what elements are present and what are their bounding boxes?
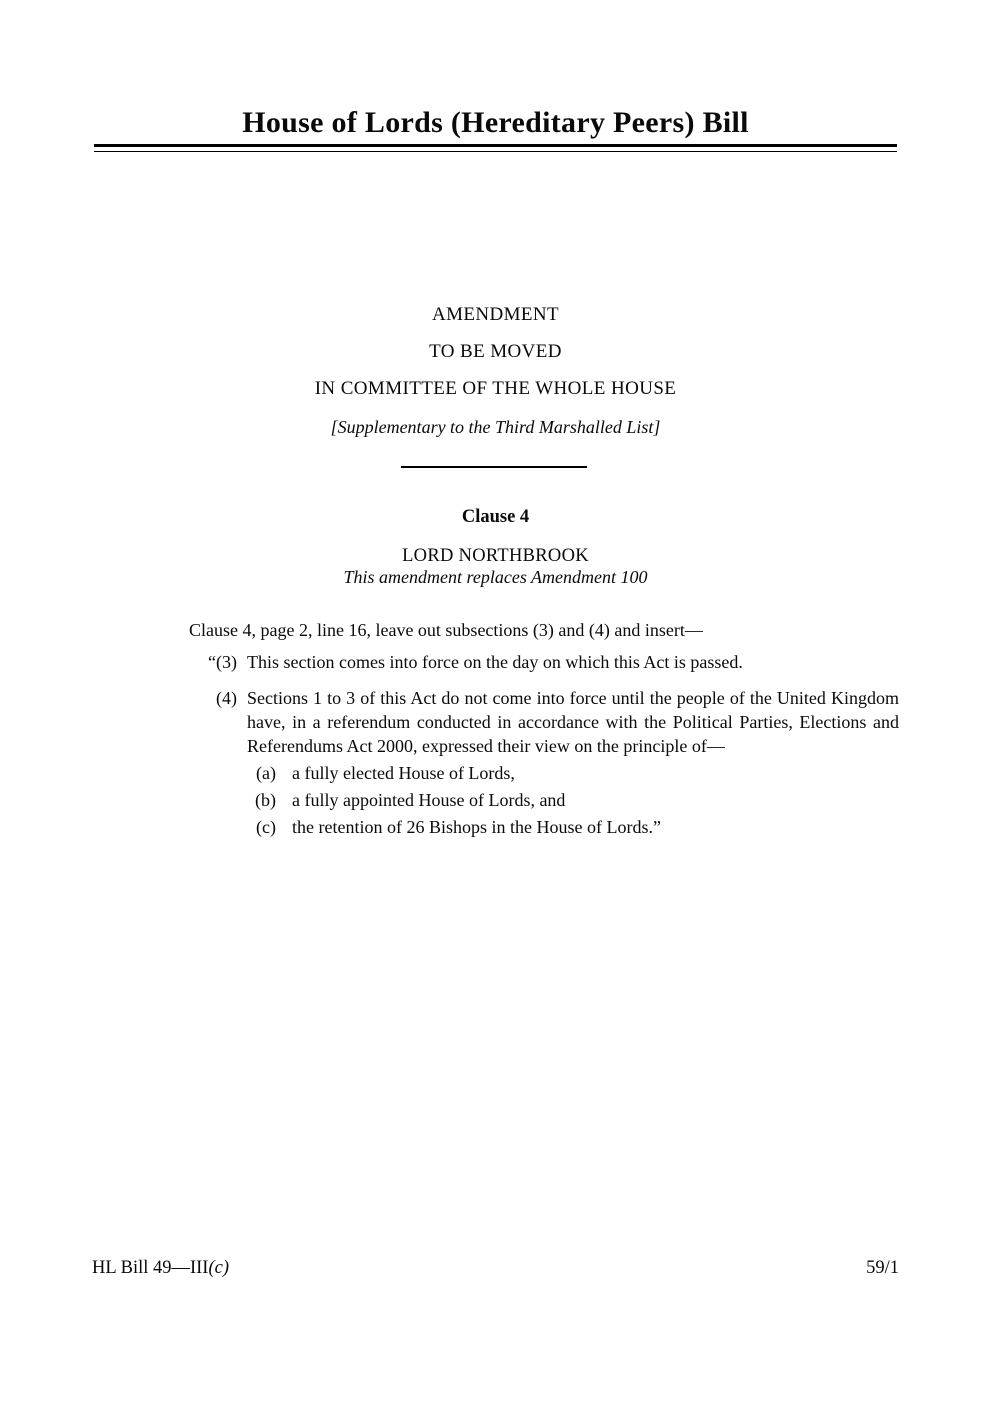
heading-line-committee: IN COMMITTEE OF THE WHOLE HOUSE [314,378,677,399]
amendment-body [189,618,899,839]
section-divider-rule [401,466,587,468]
clause-heading: Clause 4 [461,507,530,527]
subitem-a-marker: (a) [256,763,276,783]
heading-line-to-be-moved: TO BE MOVED [429,341,562,362]
heading-line-amendment: AMENDMENT [431,304,560,325]
subitem-b [247,788,899,812]
mover-name: LORD NORTHBROOK [402,546,589,566]
subitem-c-marker: (c) [256,817,276,837]
page-title: House of Lords (Hereditary Peers) Bill [242,106,749,139]
subitem-b-text: a fully appointed House of Lords, and [292,790,566,810]
mover-block [0,546,991,588]
subitem-a-text: a fully elected House of Lords, [292,763,515,783]
amendment-instruction: Clause 4, page 2, line 16, leave out subsections (3) and (4) and insert— [189,620,703,640]
subitem-c-text: the retention of 26 Bishops in the House of Lords.” [292,817,661,837]
subitem-a [247,761,899,785]
bill-reference-text: HL Bill 49—III [92,1258,209,1278]
subitem-c [247,815,899,839]
page-footer [92,1256,899,1280]
title-double-rule [94,144,897,152]
marshalled-list-note: [Supplementary to the Third Marshalled List] [330,417,661,437]
subsection-4 [189,686,899,839]
subsection-3 [189,650,899,674]
replaces-note: This amendment replaces Amendment 100 [343,567,648,587]
subsection-4-marker: (4) [216,688,237,708]
amendment-heading [0,296,991,446]
amendment-number: 59/1 [866,1258,899,1278]
subsection-3-text: This section comes into force on the day on which this Act is passed. [247,652,743,672]
subsection-3-marker: “(3) [208,652,237,672]
subsection-4-text: Sections 1 to 3 of this Act do not come into force until the people of the United Kingdom have, in a referendum conducted in accordance with the Political Parties, Elections and Referendums Act 2000, expressed their view on the principle of— [247,688,899,756]
bill-reference [92,1256,229,1280]
bill-reference-suffix: (c) [208,1258,230,1278]
subitem-b-marker: (b) [255,790,276,810]
